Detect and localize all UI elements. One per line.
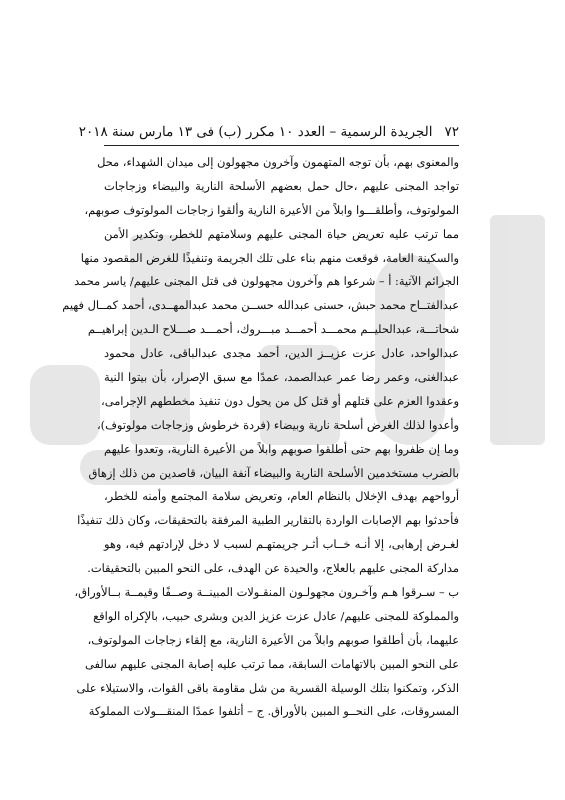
text-line: شحاتـــة، عبدالحليــم محمـــد أحمـــد مبـــروك، أحمـــد صـــلاح الـدين إبراهيــم xyxy=(87,322,459,337)
text-line: مداركة المجنى عليهم بالعلاج، والحيدة عن الهدف، على النحو المبين بالتحقيقات. xyxy=(87,561,459,576)
text-line: أرواحهم بهدف الإخلال بالنظام العام، وتعريض سلامة المجتمع وأمنه للخطر، xyxy=(104,489,459,504)
gazette-header-title: الجريدة الرسمية – العدد ١٠ مكرر (ب) فى ١٣ مارس سنة ٢٠١٨ xyxy=(78,124,433,140)
text-line: تواجد المجنى عليهم ،حال حمل بعضهم الأسلحة النارية والبيضاء وزجاجات xyxy=(104,178,459,193)
text-line: المولوتوف، وأطلقـــوا وابلاً من الأعيرة النارية وألقوا زجاجات المولوتوف صوبهم، xyxy=(84,202,459,217)
text-line: وعقدوا العزم على قتلهم أو قتل كل من يحول دون تنفيذ مخططهم الإجرامى، xyxy=(101,393,459,408)
text-line: بالضرب مستخدمين الأسلحة النارية والبيضاء آنفة البيان، قاصدين من ذلك إزهاق xyxy=(88,465,459,480)
text-line: الذكر، وتمكنوا بتلك الوسيلة القسرية من شل مقاومة باقى القوات، والاستيلاء على xyxy=(76,680,459,695)
text-line: وما إن ظفروا بهم حتى أطلقوا صوبهم وابلاً من الأعيرة النارية، وتعدوا عليهم xyxy=(104,441,459,456)
text-line: ب – سـرقوا هـم وآخـرون مجهولـون المنقـولات المبينــة وصــفًا وقيمــة بــالأوراق، xyxy=(74,585,459,600)
text-line: عبدالفتــاح محمد حبش، حسنى عبدالله حســن محمد عبدالمهــدى، أحمد كمــال فهيم xyxy=(62,298,459,313)
text-line: عبدالغنى، وعمر رضا عمر عبدالصمد، عمدًا مع سبق الإصرار، بأن بيتوا النية xyxy=(104,370,459,385)
text-line: مما ترتب عليه تعريض حياة المجنى عليهم وسلامتهم للخطر، وتكدير الأمن xyxy=(104,226,459,241)
text-line: والسكينة العامة، فوقعت منهم بناء على تلك الجريمة وتنفيذًا للغرض المقصود منها xyxy=(80,250,459,265)
text-line: المسروقات، على النحــو المبين بالأوراق. ج – أتلفوا عمدًا المنقـــولات المملوكة xyxy=(88,704,459,719)
text-line: لغـرض إرهابى، إلا أنـه خــاب أثـر جريمتهـم لسبب لا دخل لإرادتهم فيه، وهو xyxy=(104,537,459,552)
text-line: على النحو المبين بالاتهامات السابقة، مما ترتب عليه إصابة المجنى عليهم سالفى xyxy=(84,656,459,671)
text-line: عبدالواحد، عادل عزت عزيــز الدين، أحمد مجدى عبدالباقى، عادل محمود xyxy=(104,346,459,361)
body-text xyxy=(62,151,459,724)
text-line: الجرائم الآتية: أ – شرعوا هم وآخرون مجهولون فى قتل المجنى عليهم/ ياسر محمد xyxy=(74,274,459,289)
text-line: عليهما، بأن أطلقوا صوبهم وابلاً من الأعيرة النارية، مع إلقاء زجاجات المولوتوف، xyxy=(87,632,459,647)
page-header xyxy=(78,121,459,143)
text-line: والمملوكة للمجنى عليهم/ عادل عزت عزيز الدين وبشرى حبيب، بالإكراه الواقع xyxy=(93,608,459,623)
text-line: والمعنوى بهم، بأن توجه المتهمون وآخرون مجهولون إلى ميدان الشهداء، محل xyxy=(97,155,459,169)
header-divider xyxy=(104,145,459,146)
page-number: ٧٢ xyxy=(444,124,459,140)
text-line: وأعدوا لذلك الغرض أسلحة نارية وبيضاء (فردة خرطوش وزجاجات مولوتوف)، xyxy=(96,417,459,432)
text-line: فأحدثوا بهم الإصابات الواردة بالتقارير الطبية المرفقة بالتحقيقات، وكان ذلك تنفيذًا xyxy=(77,513,459,528)
